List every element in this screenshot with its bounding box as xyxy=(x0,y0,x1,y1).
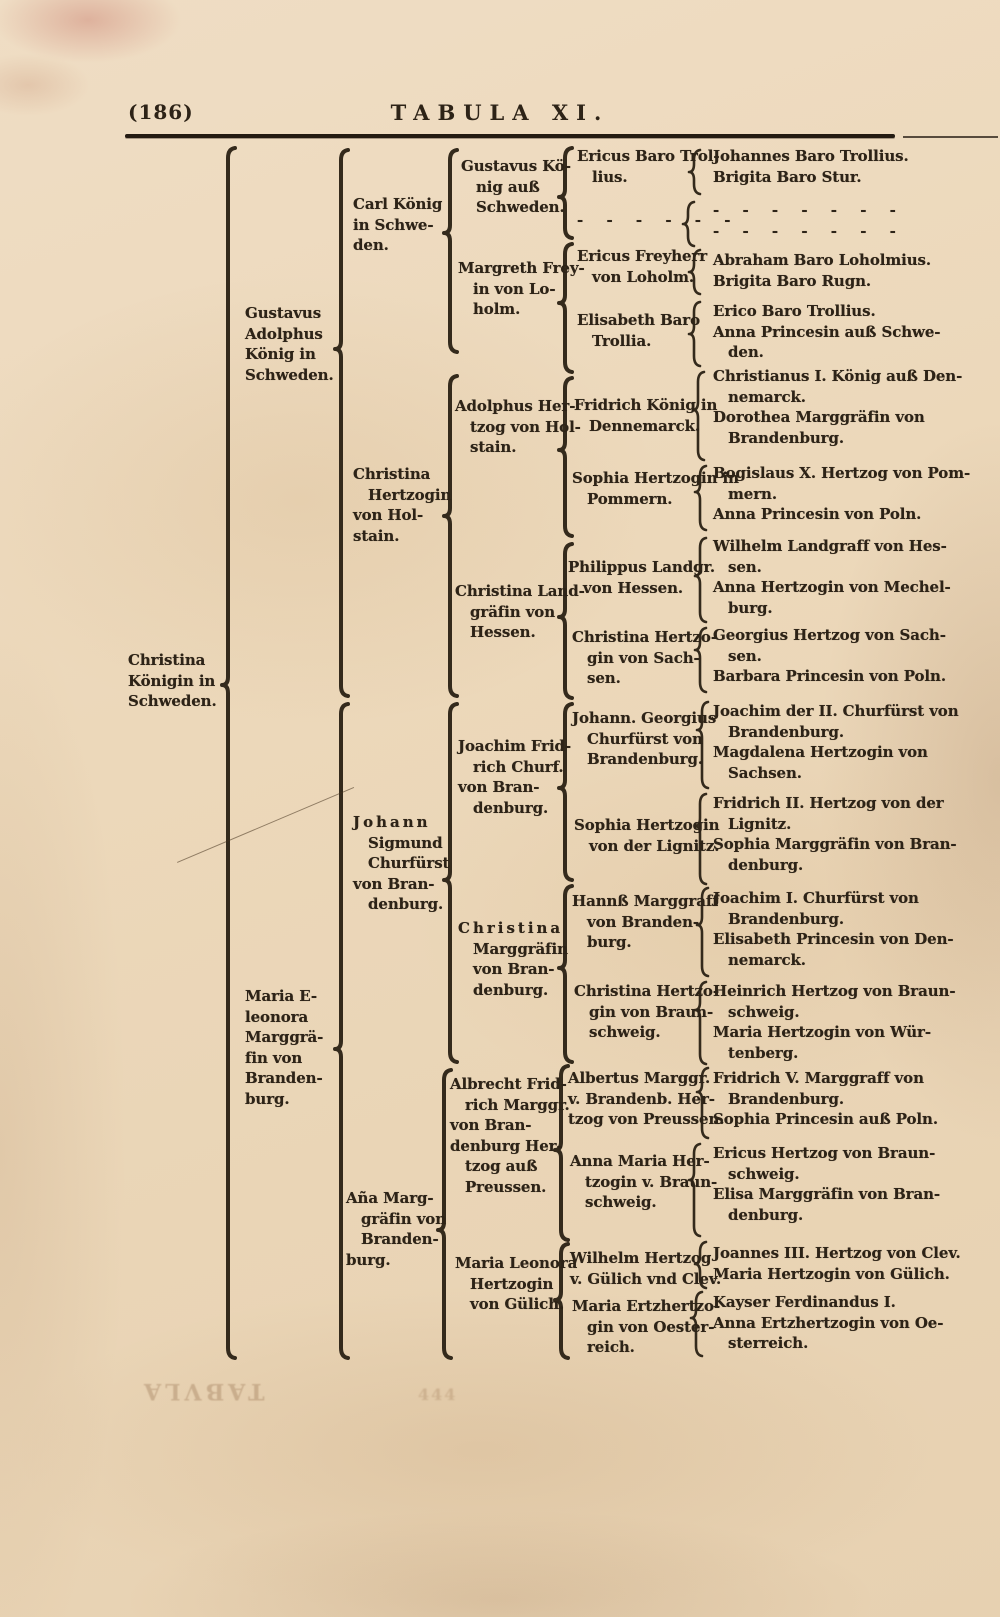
node-dashes-unknown: - - - - - - xyxy=(577,211,738,229)
pair-dashes-unknown: - - - - - - - - - - - - - - xyxy=(713,201,903,240)
node-christina-marggraefin: Christina Marggräfin von Bran- denburg. xyxy=(458,919,568,999)
node-hannss-marggraff: Hannß Marggraff von Branden- burg. xyxy=(572,892,719,951)
node-anna-maria: Anna Maria Her- tzogin v. Braun- schweig. xyxy=(570,1152,718,1211)
node-albertus-marggr: Albertus Marggr. v. Brandenb. Her- tzog von Preussen. xyxy=(568,1069,725,1128)
node-wilhelm-hertzog: Wilhelm Hertzog v. Gülich vnd Clev. xyxy=(570,1249,722,1288)
pair-wilhelm-anna: Wilhelm Landgraff von Hes- sen. Anna Hertzogin von Mechel- burg. xyxy=(713,537,951,617)
node-christina-sachsen: Christina Hertzo- gin von Sach- sen. xyxy=(572,628,717,687)
node-sophia-pommern: Sophia Hertzogin in Pommern. xyxy=(572,469,739,508)
node-christina-koenigin: Christina Königin in Schweden. xyxy=(128,651,217,710)
node-albrecht-fridrich: Albrecht Frid- rich Marggr. von Bran- denburg Her- tzog auß Preussen. xyxy=(450,1075,570,1196)
node-johann-georgius: Johann. Georgius Churfürst von Brandenburg. xyxy=(572,709,717,768)
node-ericus-baro-trollius: Ericus Baro Trol- lius. xyxy=(577,147,720,186)
pair-heinrich-maria: Heinrich Hertzog von Braun- schweig. Maria Hertzogin von Wür- tenberg. xyxy=(713,982,956,1062)
node-christina-landgraefin: Christina Land- gräfin von Hessen. xyxy=(455,582,585,641)
node-maria-eleonora: Maria E- leonora Marggrä- fin von Branden- burg. xyxy=(245,987,324,1108)
node-johann-sigmund: Johann Sigmund Churfürst von Bran- denburg. xyxy=(353,813,450,913)
pair-kayser-anna: Kayser Ferdinandus I. Anna Ertzhertzogin von Oe- sterreich. xyxy=(713,1293,944,1352)
node-joachim-fridrich: Joachim Frid- rich Churf. von Bran- denburg. xyxy=(458,737,572,817)
pair-joachim-ii-magdalena: Joachim der II. Churfürst von Brandenburg. Magdalena Hertzogin von Sachsen. xyxy=(713,702,959,782)
node-gustavus-koenig: Gustavus Kö- nig auß Schweden. xyxy=(461,157,571,216)
node-carl-koenig: Carl König in Schwe- den. xyxy=(353,195,443,254)
bleedthrough-marks: 444 xyxy=(418,1385,458,1404)
pair-fridrich-v-sophia: Fridrich V. Marggraff von Brandenburg. Sophia Princesin auß Poln. xyxy=(713,1069,938,1128)
bleedthrough-text: TABVLA xyxy=(140,1378,265,1404)
pair-bogislaus-anna: Bogislaus X. Hertzog von Pom- mern. Anna Princesin von Poln. xyxy=(713,464,971,523)
node-gustavus-adolphus: Gustavus Adolphus König in Schweden. xyxy=(245,304,334,384)
node-christina-holstain: Christina Hertzogin von Hol- stain. xyxy=(353,465,452,545)
node-maria-leonora: Maria Leonora Hertzogin von Gülich. xyxy=(455,1254,578,1313)
printing-artifact-line xyxy=(177,787,354,863)
node-elisabeth-trollia: Elisabeth Baro Trollia. xyxy=(577,311,700,350)
node-philippus-landgr: Philippus Landgr. von Hessen. xyxy=(568,558,716,597)
node-ericus-freyherr: Ericus Freyherr von Loholm. xyxy=(577,247,708,286)
pair-abraham-brigita: Abraham Baro Loholmius. Brigita Baro Rugn. xyxy=(713,251,931,290)
header-rule-extension xyxy=(903,136,998,138)
node-christina-braunschweig: Christina Hertzo- gin von Braun- schweig. xyxy=(574,982,719,1041)
node-margreth-freyin: Margreth Frey- in von Lo- holm. xyxy=(458,259,585,318)
node-fridrich-koenig: Fridrich König in Dennemarck. xyxy=(574,396,718,435)
page-number: (186) xyxy=(128,100,194,124)
pair-joachim-i-elisabeth: Joachim I. Churfürst von Brandenburg. Elisabeth Princesin von Den- nemarck. xyxy=(713,889,954,969)
page-title: TABULA XI. xyxy=(390,100,610,125)
brace-gustavus-adolphus xyxy=(335,150,348,696)
node-sophia-lignitz: Sophia Hertzogin von der Lignitz. xyxy=(574,816,720,855)
pair-johannes-brigita: Johannes Baro Trollius. Brigita Baro Stur. xyxy=(713,147,909,186)
header-rule xyxy=(125,134,895,138)
pair-georgius-barbara: Georgius Hertzog von Sach- sen. Barbara Princesin von Poln. xyxy=(713,626,946,685)
node-maria-ertzhertzogin: Maria Ertzhertzo- gin von Oester- reich. xyxy=(572,1297,720,1356)
node-adolphus-hertzog: Adolphus Her- tzog von Hol- stain. xyxy=(455,397,581,456)
pair-ericus-elisa: Ericus Hertzog von Braun- schweig. Elisa Marggräfin von Bran- denburg. xyxy=(713,1144,940,1224)
node-ana-marggraefin: Aña Marg- gräfin von Branden- burg. xyxy=(346,1189,447,1269)
pair-fridrich-ii-sophia: Fridrich II. Hertzog von der Lignitz. Sophia Marggräfin von Bran- denburg. xyxy=(713,794,957,874)
pair-christianus-dorothea: Christianus I. König auß Den- nemarck. Dorothea Marggräfin von Brandenburg. xyxy=(713,367,963,447)
pair-joannes-iii-maria: Joannes III. Hertzog von Clev. Maria Hertzogin von Gülich. xyxy=(713,1244,961,1283)
pair-erico-anna: Erico Baro Trollius. Anna Princesin auß Schwe- den. xyxy=(713,302,941,361)
brace-christina-koenigin xyxy=(222,148,235,1358)
